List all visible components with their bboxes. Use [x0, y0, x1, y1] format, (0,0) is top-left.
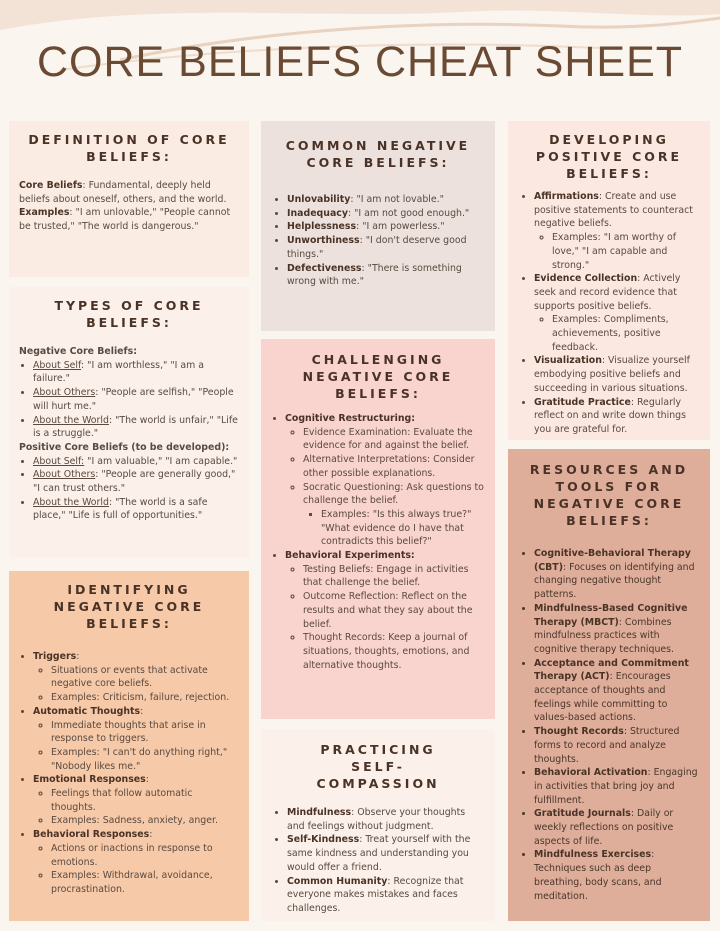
challenging-card — [261, 339, 495, 719]
types-card: TYPES OF CORE BELIEFS: Negative Core Beliefs: • About Self: "I am worthless," "I am a failure." • About Others: "People are selfish," "People will hurt me." • About the World: "The world is unfair," "Life is a struggle." Positive Core Beliefs (to be developed): • About Self: "I am valuable," "I am capable." • About Others: "People are generally good," "I can trust others." • About the World: "The world is a safe place," "Life is full of opportunities." — [9, 287, 249, 557]
list-item: • Unworthiness: "I don't deserve good things." — [287, 234, 485, 261]
resources-heading: RESOURCES AND TOOLS FOR NEGATIVE CORE BELIEFS: — [529, 462, 689, 528]
list-item: ◦ Alternative Interpretations: Consider other possible explanations. — [303, 453, 485, 480]
practicing-list — [271, 806, 485, 916]
developing-card — [508, 121, 710, 440]
challenging-heading: CHALLENGING NEGATIVE CORE BELIEFS: — [302, 352, 454, 401]
list-item: • Gratitude Journals: Daily or weekly reflections on positive aspects of life. — [534, 807, 700, 848]
common-card — [261, 121, 495, 331]
list-item: ◦ Examples: Sadness, anxiety, anger. — [51, 814, 239, 828]
common-heading: COMMON NEGATIVE CORE BELIEFS: — [285, 138, 471, 170]
list-item: • Mindfulness-Based Cognitive Therapy (MBCT): Combines mindfulness practices with cognitive therapy techniques. — [534, 602, 700, 657]
common-list — [271, 193, 485, 289]
list-item: • Cognitive Restructuring: ◦ Evidence Examination: Evaluate the evidence for and against the belief. ◦ Alternative Interpretations: Consider other possible explanations. ◦ Socratic Questioning: Ask questions to challenge the belief. ▪ Examples: "Is this always true?" "What evidence do I have that contradicts this belief?" — [285, 412, 485, 549]
list-item: • Cognitive-Behavioral Therapy (CBT): Focuses on identifying and changing negative thought patterns. — [534, 547, 700, 602]
list-item: • About the World: "The world is a safe place," "Life is full of opportunities." — [33, 496, 239, 523]
list-item: • Affirmations: Create and use positive statements to counteract negative beliefs. ◦ Examples: "I am worthy of love," "I am capable and strong." — [534, 190, 700, 272]
resources-card — [508, 449, 710, 921]
list-item: • Mindfulness Exercises: Techniques such as deep breathing, body scans, and meditation. — [534, 848, 700, 903]
list-item: ◦ Evidence Examination: Evaluate the evidence for and against the belief. — [303, 426, 485, 453]
list-item: ◦ Socratic Questioning: Ask questions to challenge the belief. ▪ Examples: "Is this always true?" "What evidence do I have that contradicts this belief?" — [303, 481, 485, 550]
list-item: • Defectiveness: "There is something wrong with me." — [287, 262, 485, 289]
identifying-list — [19, 650, 239, 897]
list-item: ◦ Immediate thoughts that arise in response to triggers. — [51, 719, 239, 746]
list-item: ◦ Examples: Withdrawal, avoidance, procrastination. — [51, 869, 239, 896]
list-item: • Self-Kindness: Treat yourself with the same kindness and understanding you would offer a friend. — [287, 833, 485, 874]
developing-list — [518, 190, 700, 437]
list-item: • Unlovability: "I am not lovable." — [287, 193, 485, 207]
developing-heading: DEVELOPING POSITIVE CORE BELIEFS: — [535, 132, 683, 181]
list-item: ◦ Situations or events that activate negative core beliefs. — [51, 664, 239, 691]
list-item: • About Others: "People are selfish," "People will hurt me." — [33, 386, 239, 413]
list-item: • Inadequacy: "I am not good enough." — [287, 207, 485, 221]
list-item: • Visualization: Visualize yourself embodying positive beliefs and succeeding in various situations. — [534, 354, 700, 395]
definition-heading: DEFINITION OF CORE BELIEFS: — [28, 132, 230, 164]
identifying-card — [9, 571, 249, 921]
list-item: • Evidence Collection: Actively seek and record evidence that supports positive beliefs. ◦ Examples: Compliments, achievements, positive feedback. — [534, 272, 700, 354]
list-item: • Emotional Responses: ◦ Feelings that follow automatic thoughts. ◦ Examples: Sadness, anxiety, anger. — [33, 773, 239, 828]
list-item: ◦ Examples: "I can't do anything right," "Nobody likes me." — [51, 746, 239, 773]
list-item: ◦ Testing Beliefs: Engage in activities that challenge the belief. — [303, 563, 485, 590]
negative-types-list — [19, 359, 239, 441]
list-item: • Behavioral Activation: Engaging in activities that bring joy and fulfillment. — [534, 766, 700, 807]
list-item: • Behavioral Experiments: ◦ Testing Beliefs: Engage in activities that challenge the belief. ◦ Outcome Reflection: Reflect on the results and what they say about the belief. ◦ Thought Records: Keep a journal of situations, thoughts, emotions, and alternative thoughts. — [285, 549, 485, 672]
practicing-card — [261, 729, 495, 921]
resources-list — [518, 547, 700, 903]
definition-card — [9, 121, 249, 277]
list-item: • Acceptance and Commitment Therapy (ACT): Encourages acceptance of thoughts and feelings while committing to values-based actions. — [534, 657, 700, 726]
identifying-heading: IDENTIFYING NEGATIVE CORE BELIEFS: — [53, 582, 205, 631]
list-item: • About the World: "The world is unfair," "Life is a struggle." — [33, 414, 239, 441]
list-item: ▪ Examples: "Is this always true?" "What evidence do I have that contradicts this belief?" — [321, 508, 485, 549]
challenging-list — [271, 412, 485, 672]
list-item: ◦ Examples: "I am worthy of love," "I am capable and strong." — [552, 231, 700, 272]
positive-label: Positive Core Beliefs (to be developed): — [19, 441, 230, 453]
list-item: • About Self: "I am worthless," "I am a failure." — [33, 359, 239, 386]
definition-core: Core Beliefs: Fundamental, deeply held beliefs about oneself, others, and the world. — [19, 180, 227, 205]
list-item: • Gratitude Practice: Regularly reflect on and write down things you are grateful for. — [534, 396, 700, 437]
page-title: CORE BELIEFS CHEAT SHEET — [36, 38, 684, 86]
list-item: • Common Humanity: Recognize that everyone makes mistakes and faces challenges. — [287, 875, 485, 916]
list-item: • Helplessness: "I am powerless." — [287, 220, 485, 234]
positive-types-list — [19, 455, 239, 524]
list-item: ◦ Actions or inactions in response to emotions. — [51, 842, 239, 869]
list-item: ◦ Outcome Reflection: Reflect on the results and what they say about the belief. — [303, 590, 485, 631]
list-item: ◦ Thought Records: Keep a journal of situations, thoughts, emotions, and alternative thoughts. — [303, 631, 485, 672]
negative-label: Negative Core Beliefs — [19, 346, 134, 357]
list-item: ◦ Feelings that follow automatic thoughts. — [51, 787, 239, 814]
list-item: • Triggers: ◦ Situations or events that activate negative core beliefs. ◦ Examples: Criticism, failure, rejection. — [33, 650, 239, 705]
list-item: ◦ Examples: Criticism, failure, rejection. — [51, 691, 239, 705]
list-item: • About Self: "I am valuable," "I am capable." — [33, 455, 239, 469]
list-item: ◦ Examples: Compliments, achievements, positive feedback. — [552, 313, 700, 354]
list-item: • Behavioral Responses: ◦ Actions or inactions in response to emotions. ◦ Examples: Withdrawal, avoidance, procrastination. — [33, 828, 239, 897]
list-item: • Thought Records: Structured forms to record and analyze thoughts. — [534, 725, 700, 766]
list-item: • Mindfulness: Observe your thoughts and feelings without judgment. — [287, 806, 485, 833]
list-item: • About Others: "People are generally good," "I can trust others." — [33, 468, 239, 495]
list-item: • Automatic Thoughts: ◦ Immediate thoughts that arise in response to triggers. ◦ Examples: "I can't do anything right," "Nobody likes me." — [33, 705, 239, 774]
definition-examples: Examples: "I am unlovable," "People cannot be trusted," "The world is dangerous." — [19, 207, 231, 233]
types-heading: TYPES OF CORE BELIEFS: — [54, 298, 204, 330]
practicing-heading: PRACTICING SELF-COMPASSION — [316, 742, 440, 791]
